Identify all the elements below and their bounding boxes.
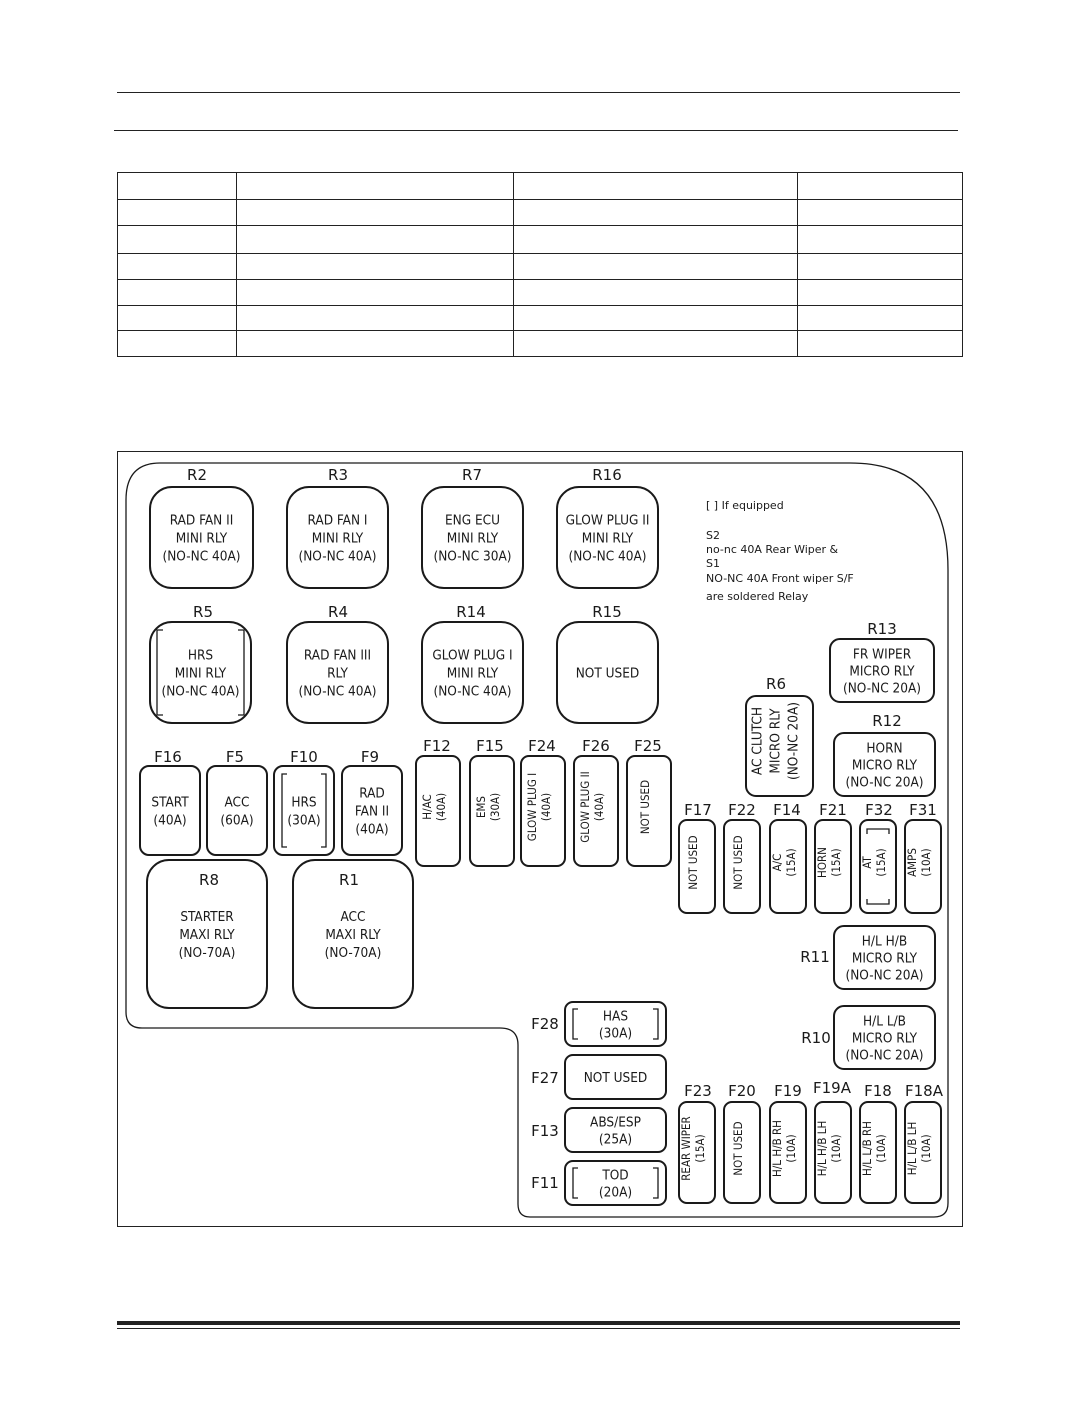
fuse-text: H/L L/B RH xyxy=(860,1121,874,1176)
fuse-text: A/C xyxy=(770,853,784,872)
footer-rule-thin xyxy=(117,1328,960,1329)
relay-text: RAD FAN III xyxy=(303,647,372,664)
fuse-id-f20: F20 xyxy=(728,1082,756,1100)
fuse-text: H/L H/B LH xyxy=(815,1120,829,1177)
relay-text: (NO-NC 40A) xyxy=(298,683,377,700)
fuse-id-f11: F11 xyxy=(531,1174,559,1192)
fuse-text: (10A) xyxy=(919,848,933,877)
relay-text: MICRO RLY xyxy=(851,1030,918,1047)
relay-text: (NO-NC 20A) xyxy=(845,967,924,984)
fuse-text: (15A) xyxy=(693,1134,707,1163)
relay-text: MINI RLY xyxy=(311,530,364,547)
relay-text: MICRO RLY xyxy=(767,708,784,774)
relay-text: MICRO RLY xyxy=(851,950,918,967)
relay-id-r5: R5 xyxy=(193,603,213,621)
fuse-text: ACC xyxy=(224,794,250,811)
fuse-text: (15A) xyxy=(829,848,843,877)
relay-text: MINI RLY xyxy=(581,530,634,547)
fuse-text: RAD xyxy=(359,785,385,802)
fuse-text: GLOW PLUG II xyxy=(578,771,592,843)
fuse-id-f23: F23 xyxy=(684,1082,712,1100)
fuse-id-f18: F18 xyxy=(864,1082,892,1100)
legend-notes xyxy=(706,499,854,603)
fuse-text: ABS/ESP xyxy=(590,1114,641,1131)
relay-text: (NO-NC 20A) xyxy=(845,1047,924,1064)
relay-id-r16: R16 xyxy=(592,466,622,484)
fuse-text: (10A) xyxy=(874,1134,888,1163)
relay-text: ENG ECU xyxy=(444,512,501,529)
relay-text: (NO-NC 20A) xyxy=(785,701,802,781)
fuse-f16 xyxy=(140,766,200,855)
fuse-id-f32: F32 xyxy=(865,801,893,819)
fuse-text: NOT USED xyxy=(583,1070,648,1086)
fuse-text: AT xyxy=(860,856,874,869)
fuse-id-f22: F22 xyxy=(728,801,756,819)
relay-text: (NO-NC 40A) xyxy=(568,548,647,565)
fuse-text: NOT USED xyxy=(686,835,700,890)
fuse-text: H/L L/B LH xyxy=(905,1121,919,1176)
relay-text: (NO-NC 40A) xyxy=(161,683,240,700)
fuse-id-f12: F12 xyxy=(423,737,451,755)
fuse-id-f14: F14 xyxy=(773,801,801,819)
fuse-text: HORN xyxy=(815,847,829,878)
fuse-text: (20A) xyxy=(598,1184,633,1201)
relay-id-r12: R12 xyxy=(872,712,902,730)
fuse-text: (30A) xyxy=(287,812,321,829)
relay-text: NOT USED xyxy=(575,665,640,682)
relay-text: RLY xyxy=(327,665,348,682)
fuse-text: (10A) xyxy=(919,1134,933,1163)
note-line: are soldered Relay xyxy=(706,590,809,603)
note-line: NO-NC 40A Front wiper S/F xyxy=(706,572,854,585)
note-line: S1 xyxy=(706,557,720,570)
fuse-id-f18a: F18A xyxy=(905,1082,943,1100)
relay-text: (NO-NC 30A) xyxy=(433,548,512,565)
note-line: no-nc 40A Rear Wiper & xyxy=(706,543,839,556)
fuse-text: (25A) xyxy=(598,1131,633,1148)
fuse-id-f31: F31 xyxy=(909,801,937,819)
fuse-text: NOT USED xyxy=(638,779,652,835)
relay-text: MINI RLY xyxy=(175,530,228,547)
relay-text: MICRO RLY xyxy=(851,757,918,774)
fuse-id-f27: F27 xyxy=(531,1069,559,1087)
fuse-text: (40A) xyxy=(539,792,553,822)
note-equipped: [ ] If equipped xyxy=(706,499,784,512)
fuse-id-f9: F9 xyxy=(360,748,380,766)
relay-id-r11: R11 xyxy=(800,948,830,966)
fuse-text: REAR WIPER xyxy=(679,1116,693,1181)
fuse-text: START xyxy=(151,794,189,811)
fuse-id-f26: F26 xyxy=(582,737,610,755)
fuse-id-f15: F15 xyxy=(476,737,504,755)
relay-text: (NO-NC 20A) xyxy=(845,774,924,791)
relay-text: (NO-NC 20A) xyxy=(842,680,922,697)
fuse-text: (40A) xyxy=(153,812,187,829)
fuse-id-f25: F25 xyxy=(634,737,662,755)
relay-text: HORN xyxy=(866,740,903,757)
relay-text: GLOW PLUG I xyxy=(432,647,513,664)
fuse-text: (40A) xyxy=(434,792,448,822)
relay-id-r8: R8 xyxy=(199,871,219,889)
fuse-id-f5: F5 xyxy=(225,748,245,766)
fuse-text: (40A) xyxy=(355,821,389,838)
relay-text: MAXI RLY xyxy=(325,927,381,943)
fuse-text: HRS xyxy=(291,794,317,811)
relay-id-r3: R3 xyxy=(328,466,348,484)
relay-text: RAD FAN I xyxy=(307,512,368,529)
fuse-text: EMS xyxy=(474,795,488,819)
relay-text: MICRO RLY xyxy=(849,663,915,680)
fuse-text: FAN II xyxy=(354,803,390,820)
relay-text: MAXI RLY xyxy=(179,927,235,943)
relay-text: MINI RLY xyxy=(174,665,227,682)
fuse-id-f21: F21 xyxy=(819,801,847,819)
relay-id-r2: R2 xyxy=(187,466,207,484)
fuse-id-f24: F24 xyxy=(528,737,556,755)
fuse-text: (10A) xyxy=(784,1134,798,1163)
relay-text: (NO-NC 40A) xyxy=(298,548,377,565)
relay-text: (NO-NC 40A) xyxy=(433,683,512,700)
footer-rule-thick xyxy=(117,1321,960,1325)
fuse-text: (60A) xyxy=(220,812,254,829)
fuse-text: (40A) xyxy=(592,792,606,822)
relay-id-r14: R14 xyxy=(456,603,486,621)
fuse-text: H/L H/B RH xyxy=(770,1120,784,1177)
relay-text: STARTER xyxy=(180,909,234,925)
relay-text: MINI RLY xyxy=(446,665,499,682)
fuse-text: HAS xyxy=(602,1008,629,1025)
fuse-text: (30A) xyxy=(598,1025,633,1042)
relay-text: ACC xyxy=(340,909,366,925)
relay-text: MINI RLY xyxy=(446,530,499,547)
relay-text: HRS xyxy=(187,647,214,664)
relay-text: GLOW PLUG II xyxy=(565,512,650,529)
fuse-text: (30A) xyxy=(488,792,502,822)
fuse-text: AMPS xyxy=(905,848,919,877)
fuse-f10 xyxy=(274,766,334,855)
relay-text: H/L L/B xyxy=(862,1013,907,1030)
fuse-id-f10: F10 xyxy=(290,748,318,766)
fuse-f5 xyxy=(207,766,267,855)
relay-id-r10: R10 xyxy=(801,1029,831,1047)
relay-text: (NO-70A) xyxy=(178,945,236,961)
note-line: S2 xyxy=(706,529,720,542)
fuse-id-f16: F16 xyxy=(154,748,182,766)
fuse-text: GLOW PLUG I xyxy=(525,772,539,842)
relay-id-r15: R15 xyxy=(592,603,622,621)
relay-id-r13: R13 xyxy=(867,620,897,638)
relay-text: (NO-70A) xyxy=(324,945,382,961)
fuse-id-f17: F17 xyxy=(684,801,712,819)
fuse-id-f13: F13 xyxy=(531,1122,559,1140)
fuse-id-f19: F19 xyxy=(774,1082,802,1100)
relay-text: (NO-NC 40A) xyxy=(162,548,241,565)
relay-text: H/L H/B xyxy=(861,933,908,950)
fuse-id-f28: F28 xyxy=(531,1015,559,1033)
fuse-text: TOD xyxy=(602,1167,629,1184)
fuse-text: (15A) xyxy=(874,848,888,877)
fuse-text: H/AC xyxy=(420,794,434,820)
fuse-text: NOT USED xyxy=(731,1121,745,1176)
relay-text: FR WIPER xyxy=(852,646,912,663)
relay-text: AC CLUTCH xyxy=(749,706,766,776)
relay-id-r6: R6 xyxy=(766,675,786,693)
relay-id-r1: R1 xyxy=(339,871,359,889)
relay-id-r7: R7 xyxy=(462,466,482,484)
fuse-text: NOT USED xyxy=(731,835,745,890)
fuse-text: (10A) xyxy=(829,1134,843,1163)
relay-id-r4: R4 xyxy=(328,603,348,621)
relay-text: RAD FAN II xyxy=(169,512,234,529)
fuse-id-f19a: F19A xyxy=(813,1079,851,1097)
fuse-text: (15A) xyxy=(784,848,798,877)
